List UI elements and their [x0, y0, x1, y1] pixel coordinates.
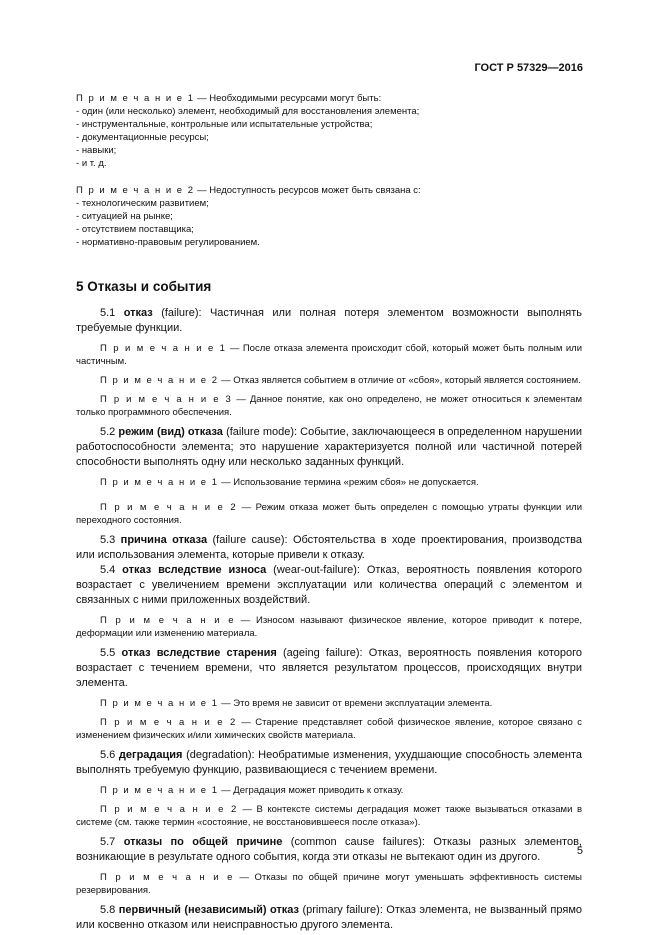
document-code: ГОСТ Р 57329—2016 [474, 62, 583, 74]
note-block-1 [76, 92, 582, 170]
term-definition: (failure): Частичная или полная потеря элементом возможности выполнять требуемые функции. [76, 307, 582, 334]
note-text: — Отказ является событием в отличие от «сбоя», который является состоянием. [218, 375, 581, 386]
list-item: - навыки; [76, 144, 582, 157]
note-text: — В контексте системы деградация может также вызываться отказами в системе (см. также термин «состояние, не восстановившееся после отказа»). [76, 804, 582, 828]
term-5-8 [76, 903, 582, 933]
note-text: — Это время не зависит от времени эксплуатации элемента. [218, 698, 493, 709]
note-text: — Недоступность ресурсов может быть связана с: [194, 185, 421, 196]
list-item: - документационные ресурсы; [76, 131, 582, 144]
term-definition: (failure cause): Обстоятельства в ходе проектирования, производства или использования элемента, которые привели к отказу. [76, 534, 582, 561]
term-number: 5.2 [100, 426, 119, 438]
term-5-4 [76, 563, 582, 608]
term-number: 5.3 [100, 534, 121, 546]
list-item: - и т. д. [76, 157, 582, 170]
note-label: П р и м е ч а н и е 1 [100, 343, 227, 354]
term-definition: (primary failure): Отказ элемента, не вызванный прямо или косвенно отказом или неисправностью другого элемента. [76, 904, 582, 931]
note-5-5-2 [76, 716, 582, 742]
term-number: 5.7 [100, 836, 124, 848]
note-label: П р и м е ч а н и е 1 [100, 477, 219, 488]
note-text: — После отказа элемента происходит сбой, который может быть полным или частичным. [76, 343, 583, 367]
note-5-5-1 [76, 697, 582, 710]
note-label: П р и м е ч а н и е 2 [100, 804, 238, 815]
note-heading [76, 184, 582, 197]
list-item: - ситуацией на рынке; [76, 210, 582, 223]
term-name: отказы по общей причине [123, 836, 283, 848]
note-label: П р и м е ч а н и е 1 [100, 698, 219, 709]
term-5-5 [76, 646, 582, 691]
note-text: — Деградация может приводить к отказу. [218, 785, 404, 796]
note-text: — Режим отказа может быть определен с помощью утраты функции или переходного состояния. [76, 502, 582, 526]
term-5-6 [76, 748, 582, 778]
note-5-4 [76, 614, 582, 640]
list-item: - один (или несколько) элемент, необходимый для восстановления элемента; [76, 105, 582, 118]
term-number: 5.1 [100, 307, 124, 319]
resource-list [76, 105, 582, 170]
list-item: - отсутствием поставщика; [76, 223, 582, 236]
note-5-2-2 [76, 501, 582, 527]
term-name: отказ вследствие старения [121, 647, 277, 659]
note-text: — Необходимыми ресурсами могут быть: [194, 93, 382, 104]
term-5-7 [76, 835, 582, 865]
page-number: 5 [576, 845, 583, 857]
term-definition: (common cause failures): Отказы разных элементов, возникающие в результате одного события, когда эти отказы не вытекают один из другого. [76, 836, 582, 863]
note-label: П р и м е ч а н и е 2 [76, 185, 195, 196]
term-5-3 [76, 533, 582, 563]
note-label: П р и м е ч а н и е 1 [76, 93, 195, 104]
note-label: П р и м е ч а н и е [100, 872, 234, 883]
note-text: — Старение представляет собой физическое явление, которое связано с изменением физических и/или химических свойств материала. [76, 717, 582, 741]
note-text: — Данное понятие, как оно определено, не может относиться к элементам только программного обеспечения. [76, 394, 583, 418]
term-number: 5.5 [100, 647, 122, 659]
note-text: — Износом называют физическое явление, которое приводит к потере, деформации или изменению материала. [76, 615, 583, 639]
note-5-1-2 [76, 374, 582, 387]
note-5-2-1 [76, 476, 582, 489]
unavailability-list [76, 197, 582, 249]
term-name: деградация [118, 749, 183, 761]
note-5-1-1 [76, 342, 582, 368]
term-definition: (degradation): Необратимые изменения, ухудшающие способность элемента выполнять требуемую функцию, развивающиеся с течением времени. [76, 749, 582, 776]
note-heading [76, 92, 582, 105]
note-5-6-2 [76, 803, 582, 829]
note-text: — Использование термина «режим сбоя» не допускается. [218, 477, 479, 488]
term-number: 5.8 [100, 904, 119, 916]
section-title: 5 Отказы и события [76, 279, 212, 294]
list-item: - инструментальные, контрольные или испытательные устройства; [76, 118, 582, 131]
note-label: П р и м е ч а н и е 1 [100, 785, 219, 796]
note-5-1-3 [76, 393, 582, 419]
note-label: П р и м е ч а н и е 2 [100, 502, 238, 513]
term-5-2 [76, 425, 582, 470]
term-definition: (failure mode): Событие, заключающееся в определенном нарушении работоспособности элемента; это нарушение характеризуется полной или частичной потерей способности выполнять одну или несколько заданных функций. [76, 426, 582, 468]
note-5-7 [76, 871, 582, 897]
page-content [76, 92, 582, 933]
term-definition: (wear-out-failure): Отказ, вероятность появления которого возрастает с увеличением времени эксплуатации или количества операций с элементом и связанных с ними приложенных воздействий. [76, 564, 582, 606]
term-name: причина отказа [120, 534, 208, 546]
note-label: П р и м е ч а н и е [100, 615, 236, 626]
note-text: — Отказы по общей причине могут уменьшать эффективность системы резервирования. [76, 872, 583, 896]
term-definition: (ageing failure): Отказ, вероятность появления которого возрастает с течением времени, что является результатом процессов, происходящих внутри элемента. [76, 647, 582, 689]
note-label: П р и м е ч а н и е 2 [100, 375, 219, 386]
term-name: отказ вследствие износа [122, 564, 267, 576]
term-number: 5.4 [100, 564, 123, 576]
term-name: режим (вид) отказа [118, 426, 223, 438]
list-item: - нормативно-правовым регулированием. [76, 236, 582, 249]
list-item: - технологическим развитием; [76, 197, 582, 210]
term-name: отказ [123, 307, 153, 319]
note-5-6-1 [76, 784, 582, 797]
note-block-2 [76, 184, 582, 249]
term-5-1 [76, 306, 582, 336]
note-label: П р и м е ч а н и е 3 [100, 394, 233, 405]
term-number: 5.6 [100, 749, 119, 761]
term-name: первичный (независимый) отказ [118, 904, 300, 916]
note-label: П р и м е ч а н и е 2 [100, 717, 237, 728]
